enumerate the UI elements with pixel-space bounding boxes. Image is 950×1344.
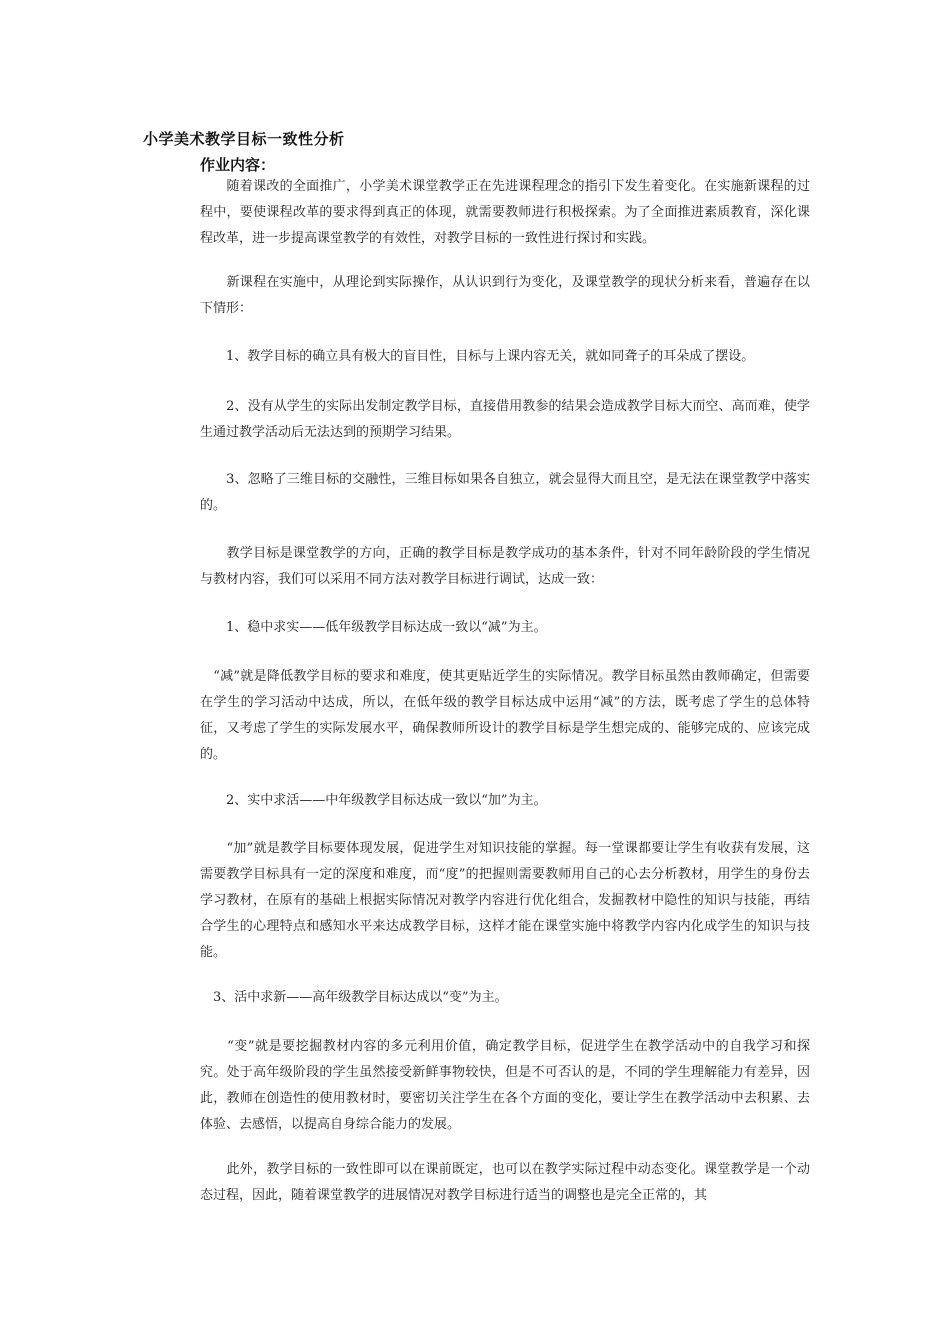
paragraph-low-grade-body: “减”就是降低教学目标的要求和难度，使其更贴近学生的实际情况。教学目标虽然由教师确定，但需要在学生的学习活动中达成，所以，在低年级的教学目标达成中运用“减”的方法，既考虑了学生的总体特征，又考虑了学生的实际发展水平，确保教师所设计的教学目标是学生想完成的、能够完成的、应该完成的。 (200, 669, 810, 762)
document-title: 小学美术教学目标一致性分析 (143, 130, 345, 148)
paragraph-low-grade-heading: 1、稳中求实——低年级教学目标达成一致以“减”为主。 (200, 620, 547, 635)
paragraph-high-grade-heading: 3、活中求新——高年级教学目标达成以“变”为主。 (200, 990, 508, 1005)
paragraph-high-grade-body: “变”就是要挖掘教材内容的多元利用价值，确定教学目标，促进学生在教学活动中的自我学习和探究。处于高年级阶段的学生虽然接受新鲜事物较快，但是不可否认的是，不同的学生理解能力有差异，因此，教师在创造性的使用教材时，要密切关注学生在各个方面的变化，要让学生在教学活动中去积累、去体验、去感悟，以提高自身综合能力的发展。 (200, 1039, 810, 1132)
paragraph-closing: 此外，教学目标的一致性即可以在课前既定，也可以在教学实际过程中动态变化。课堂教学是一个动态过程，因此，随着课堂教学的进展情况对教学目标进行适当的调整也是完全正常的，其 (200, 1162, 810, 1203)
paragraph-method-intro: 教学目标是课堂教学的方向，正确的教学目标是教学成功的基本条件，针对不同年龄阶段的学生情况与教材内容，我们可以采用不同方法对教学目标进行调试，达成一致： (200, 546, 810, 587)
paragraph-issue-2: 2、没有从学生的实际出发制定教学目标，直接借用教参的结果会造成教学目标大而空、高而难，使学生通过教学活动后无法达到的预期学习结果。 (200, 399, 810, 440)
paragraph-issue-1: 1、教学目标的确立具有极大的盲目性，目标与上课内容无关，就如同聋子的耳朵成了摆设。 (200, 349, 755, 364)
paragraph-mid-grade-body: “加”就是教学目标要体现发展，促进学生对知识技能的掌握。每一堂课都要让学生有收获有发展，这需要教学目标具有一定的深度和难度，而“度”的把握则需要教师用自己的心去分析教材，用学生的身份去学习教材，在原有的基础上根据实际情况对教学内容进行优化组合，发掘教材中隐性的知识与技能，再结合学生的心理特点和感知水平来达成教学目标，这样才能在课堂实施中将教学内容内化成学生的知识与技能。 (200, 841, 810, 960)
paragraph-mid-grade-heading: 2、实中求活——中年级教学目标达成一致以“加”为主。 (200, 793, 547, 808)
paragraph-situation: 新课程在实施中，从理论到实际操作，从认识到行为变化，及课堂教学的现状分析来看，普遍存在以下情形： (200, 275, 810, 316)
paragraph-intro: 随着课改的全面推广，小学美术课堂教学正在先进课程理念的指引下发生着变化。在实施新课程的过程中，要使课程改革的要求得到真正的体现，就需要教师进行积极探索。为了全面推进素质教育，深化课程改革，进一步提高课堂教学的有效性，对教学目标的一致性进行探讨和实践。 (200, 179, 810, 246)
paragraph-issue-3: 3、忽略了三维目标的交融性，三维目标如果各自独立，就会显得大而且空，是无法在课堂教学中落实的。 (200, 472, 810, 513)
section-heading: 作业内容： (200, 156, 276, 174)
